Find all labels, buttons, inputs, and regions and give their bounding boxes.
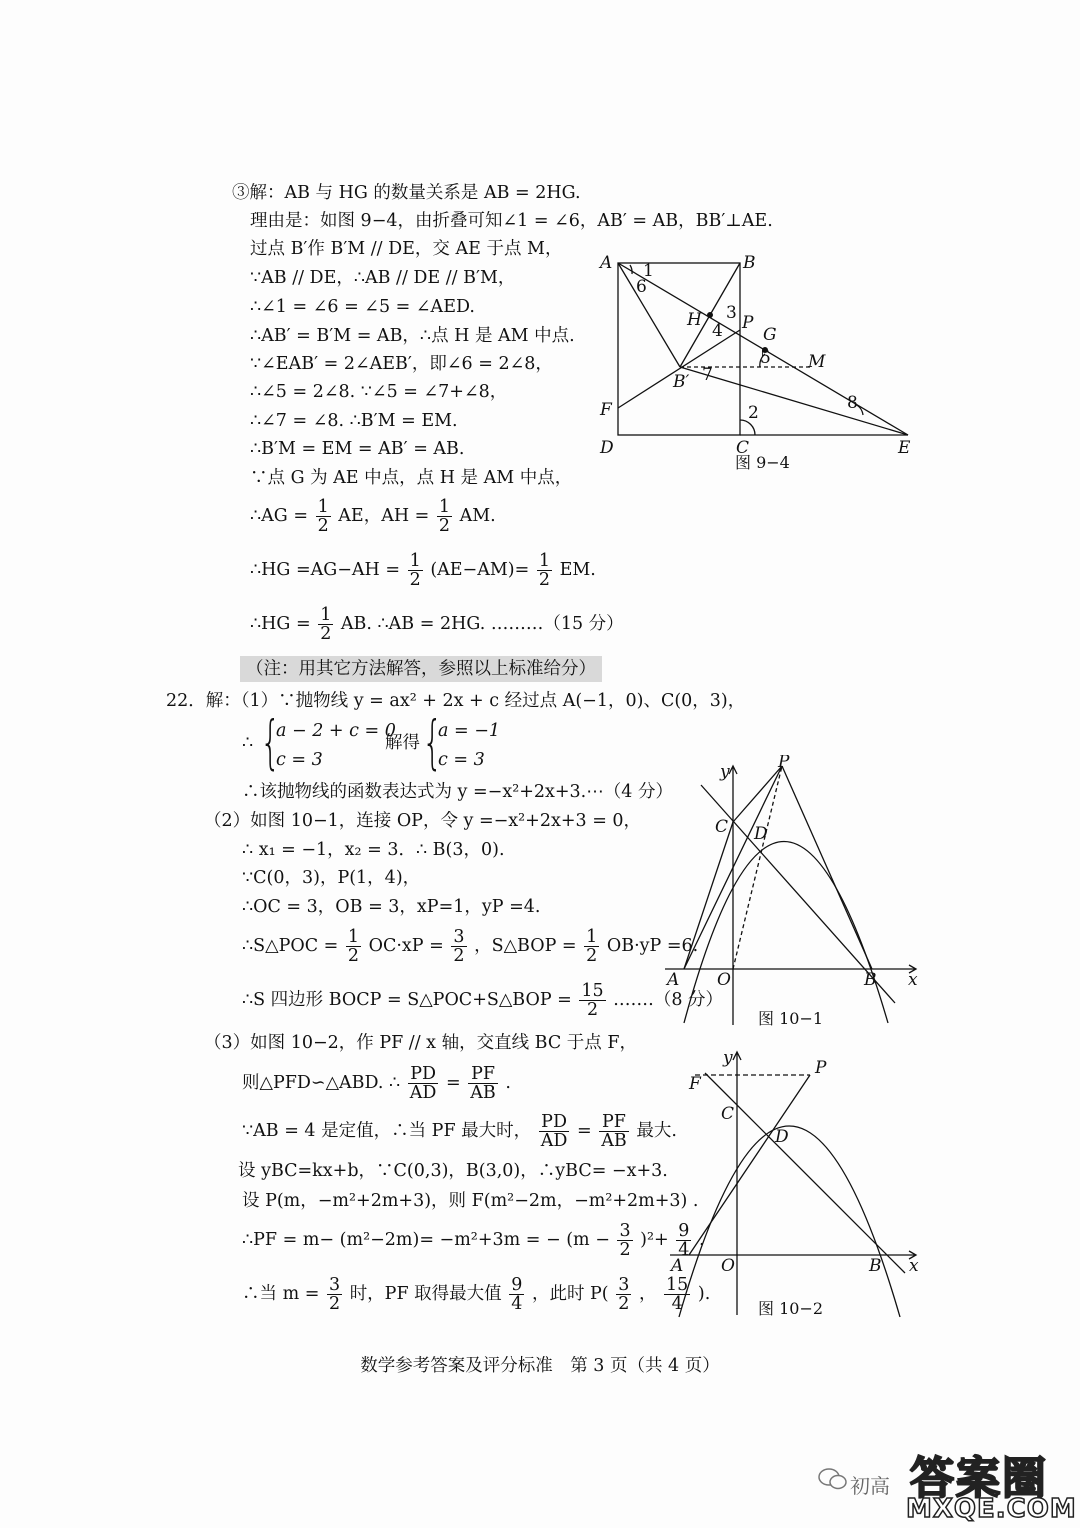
svg-text:B: B [864, 970, 877, 990]
svg-text:x: x [909, 1256, 919, 1276]
system2-eq2: c = 3 [438, 750, 485, 770]
svg-text:D: D [754, 824, 768, 844]
q22-part2-line-5: ∴S△POC = $\frac{1}{2}$ OC·xP = $\frac{3}{2}$ ，S△BOP = $\frac{1}{2}$ OB·yP =6. [242, 927, 699, 966]
q22-part3-line-7: ∴当 m = $\frac{3}{2}$ 时，PF 取得最大值 $\frac{9}{4}$ ，此时 P( $\frac{3}{2}$ ， $\frac{15}{4}$ ). [242, 1275, 711, 1314]
svg-text:7: 7 [702, 365, 713, 385]
q22-line-3: ∴该抛物线的函数表达式为 y =−x²+2x+3.⋯（4 分） [242, 782, 673, 802]
svg-text:y: y [723, 1048, 733, 1068]
part3-line-6: ∴AB′ = B′M = AB，∴点 H 是 AM 中点. [250, 326, 575, 346]
system2-eq1: a = −1 [438, 721, 501, 741]
svg-text:4: 4 [712, 321, 723, 341]
label-A: A [600, 253, 613, 273]
figure-9-4-caption: 图 9−4 [735, 453, 790, 472]
svg-text:1: 1 [643, 261, 654, 281]
label-B-prime: B′ [673, 372, 690, 392]
label-E: E [898, 438, 911, 458]
q22-part3-line-3: ∵AB = 4 是定值，∴当 PF 最大时， $\frac{PD}{AD}$ = $\frac{PF}{AB}$ 最大. [242, 1112, 677, 1151]
figure-9-4 [590, 250, 920, 475]
label-B: B [743, 253, 756, 273]
q22-part2-line-3: ∵C(0，3)，P(1，4)， [242, 868, 421, 888]
svg-text:2: 2 [748, 403, 759, 423]
svg-text:O: O [721, 1256, 735, 1276]
label-P: P [742, 313, 754, 333]
svg-text:A: A [667, 970, 680, 990]
part3-line-1: ③解：AB 与 HG 的数量关系是 AB = 2HG. [232, 183, 581, 203]
fraction-half: $\frac{1}{2}$ [320, 605, 332, 644]
svg-text:5: 5 [760, 348, 771, 368]
q22-system-prefix: ∴ [242, 733, 254, 753]
wechat-icon [818, 1466, 848, 1492]
label-C: C [736, 438, 750, 458]
q22-part2-line-4: ∴OC = 3，OB = 3，xP=1，yP =4. [242, 897, 541, 917]
figure-10-2-caption: 图 10−2 [758, 1299, 824, 1318]
q22-part3-line-6: ∴PF = m− (m²−2m)= −m²+3m = − (m − $\frac{3}{2}$ )²+ $\frac{9}{4}$ . [242, 1221, 705, 1260]
figure-10-1 [660, 755, 930, 1030]
q22-part2-line-1: （2）如图 10−1，连接 OP，令 y =−x²+2x+3 = 0， [204, 811, 642, 831]
part3-line-14: ∴HG = $\frac{1}{2}$ AB. ∴AB = 2HG. ………（15 分） [250, 605, 624, 644]
figure-10-2 [665, 1045, 930, 1320]
figure-10-1-caption: 图 10−1 [758, 1009, 824, 1028]
svg-text:8: 8 [847, 393, 858, 413]
system1-eq2: c = 3 [276, 750, 323, 770]
label-D: D [600, 438, 614, 458]
svg-text:C: C [715, 817, 729, 837]
fraction-half: $\frac{1}{2}$ [409, 551, 421, 590]
q22-part3-line-1: （3）如图 10−2，作 PF // x 轴，交直线 BC 于点 F， [204, 1033, 637, 1053]
svg-text:x: x [908, 970, 918, 990]
svg-text:y: y [720, 762, 730, 782]
part3-line-5: ∴∠1 = ∠6 = ∠5 = ∠AED. [250, 297, 475, 317]
part3-line-10: ∴B′M = EM = AB′ = AB. [250, 439, 465, 459]
part3-line-12: ∴AG = $\frac{1}{2}$ AE，AH = $\frac{1}{2}$ AM. [250, 497, 496, 536]
q22-part2-line-6: ∴S 四边形 BOCP = S△POC+S△BOP = $\frac{15}{2}$ .……（8 分） [242, 981, 724, 1020]
q22-part3-line-4: 设 yBC=kx+b，∵C(0,3)，B(3,0)，∴yBC= −x+3. [238, 1161, 668, 1181]
grading-note: （注：用其它方法解答，参照以上标准给分） [240, 656, 602, 682]
part3-line-9: ∴∠7 = ∠8. ∴B′M = EM. [250, 411, 458, 431]
watermark-url: MXQE.COM [906, 1494, 1077, 1524]
svg-text:D: D [775, 1127, 789, 1147]
left-brace: { [422, 708, 443, 776]
part3-line-13: ∴HG =AG−AH = $\frac{1}{2}$ (AE−AM)= $\frac{1}{2}$ EM. [250, 551, 596, 590]
part3-line-4: ∵AB // DE，∴AB // DE // B′M， [250, 268, 516, 288]
svg-text:P: P [815, 1058, 827, 1078]
svg-text:P: P [778, 755, 790, 772]
system1-eq1: a − 2 + c = 0 [276, 721, 396, 741]
q22-part2-line-2: ∴ x₁ = −1，x₂ = 3．∴ B(3，0). [242, 840, 505, 860]
q22-line-1: 22．解：（1）∵抛物线 y = ax² + 2x + c 经过点 A(−1，0)、C(0，3)， [166, 691, 746, 711]
watermark-side-text: 初高 [850, 1474, 890, 1498]
label-F: F [600, 400, 612, 420]
left-brace: { [260, 708, 281, 776]
solve-label: 解得 [385, 733, 420, 753]
svg-text:6: 6 [636, 277, 647, 297]
part3-line-3: 过点 B′作 B′M // DE，交 AE 于点 M， [250, 239, 563, 259]
svg-text:A: A [671, 1256, 684, 1276]
svg-text:C: C [721, 1104, 735, 1124]
q22-part3-line-2: 则△PFD∽△ABD. ∴ $\frac{PD}{AD}$ = $\frac{PF}{AB}$ . [242, 1064, 511, 1103]
svg-text:3: 3 [726, 303, 737, 323]
part3-line-2: 理由是：如图 9−4，由折叠可知∠1 = ∠6，AB′ = AB，BB′⊥AE. [250, 211, 773, 231]
q22-part3-line-5: 设 P(m，−m²+2m+3)，则 F(m²−2m，−m²+2m+3) . [242, 1191, 699, 1211]
svg-text:B: B [869, 1256, 882, 1276]
label-G: G [763, 325, 777, 345]
svg-text:F: F [689, 1074, 701, 1094]
watermark-logo-text: 答案圈 [910, 1453, 1048, 1504]
fraction-half: $\frac{1}{2}$ [538, 551, 550, 590]
fraction-half: $\frac{1}{2}$ [317, 497, 329, 536]
fraction-half: $\frac{1}{2}$ [438, 497, 451, 536]
page-footer: 数学参考答案及评分标准 第 3 页（共 4 页） [360, 1356, 720, 1376]
part3-line-11: ∵点 G 为 AE 中点，点 H 是 AM 中点， [250, 468, 573, 488]
svg-text:O: O [717, 970, 731, 990]
label-H: H [687, 310, 702, 330]
part3-line-8: ∴∠5 = 2∠8. ∵∠5 = ∠7+∠8， [250, 382, 508, 402]
label-M: M [808, 352, 826, 372]
part3-line-7: ∵∠EAB′ = 2∠AEB′，即∠6 = 2∠8， [250, 354, 553, 374]
